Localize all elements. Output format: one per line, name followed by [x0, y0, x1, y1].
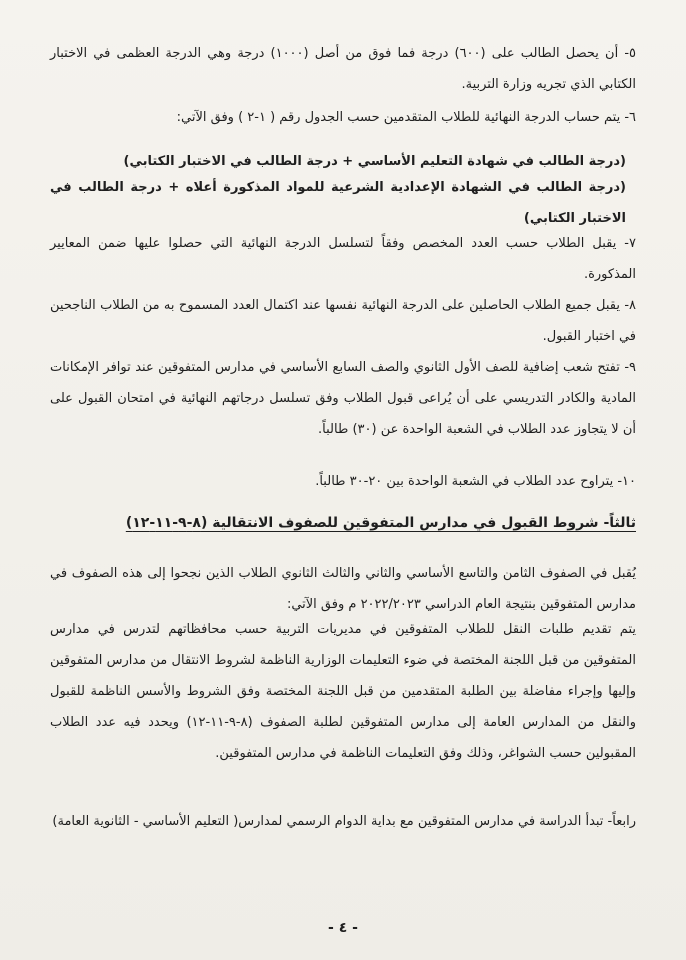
- condition-10: ١٠- يتراوح عدد الطلاب في الشعبة الواحدة بين ٢٠-٣٠ طالباً.: [315, 474, 636, 489]
- section-3-heading: ثالثاً- شروط القبول في مدارس المتفوقين للصفوف الانتقالية (٨-٩-١١-١٢): [125, 515, 636, 531]
- condition-9: ٩- تفتح شعب إضافية للصف الأول الثانوي والصف السابع الأساسي في مدارس المتفوقين عند توافر الإمكانات المادية والكادر التدريسي على أن يُراعى قبول الطلاب وفق تسلسل درجاتهم النهائية في امتحان القبول على أن لا يتجاوز عدد الطلاب في الشعبة الواحدة عن (٣٠) طالباً.: [50, 360, 636, 437]
- page-number: - ٤ -: [328, 920, 358, 936]
- condition-8: ٨- يقبل جميع الطلاب الحاصلين على الدرجة النهائية نفسها عند اكتمال العدد المسموح به من الطلاب الناجحين في اختبار القبول.: [50, 298, 636, 344]
- condition-6: ٦- يتم حساب الدرجة النهائية للطلاب المتقدمين حسب الجدول رقم ( ١-٢ ) وفق الآتي:: [176, 110, 636, 125]
- condition-7: ٧- يقبل الطلاب حسب العدد المخصص وفقاً لتسلسل الدرجة النهائية التي حصلوا عليها ضمن المعايير المذكورة.: [50, 236, 636, 282]
- formula-religious-certificate: (درجة الطالب في الشهادة الإعدادية الشرعية للمواد المذكورة أعلاه + درجة الطالب في الاختبار الكتابي): [50, 180, 626, 226]
- formula-basic-certificate: (درجة الطالب في شهادة التعليم الأساسي + درجة الطالب في الاختبار الكتابي): [123, 154, 626, 169]
- section-4-paragraph: [50, 806, 636, 837]
- section-3-intro: يُقبل في الصفوف الثامن والتاسع الأساسي والثاني والثالث الثانوي الطلاب الذين نجحوا إلى هذه الصفوف في مدارس المتفوقين بنتيجة العام الدراسي ٢٠٢٢/٢٠٢٣ م وفق الآتي:: [50, 566, 636, 612]
- section-3-transfer-paragraph: يتم تقديم طلبات النقل للطلاب المتفوقين في مديريات التربية حسب محافظاتهم لتدرس في مدارس المتفوقين من قبل اللجنة المختصة في ضوء التعليمات الوزارية الناظمة لشروط الانتقال من مدارس المتفوقين وإليها وإجراء مفاضلة بين الطلبة المتقدمين من قبل اللجنة المختصة وفق الشروط والأسس الناظمة للقبول والنقل من المدارس العامة إلى مدارس المتفوقين لطلبة الصفوف (٨-٩-١١-١٢) ويحدد فيه عدد الطلاب المقبولين حسب الشواغر، وذلك وفق التعليمات الناظمة في مدارس المتفوقين.: [50, 622, 637, 761]
- condition-5: ٥- أن يحصل الطالب على (٦٠٠) درجة فما فوق من أصل (١٠٠٠) درجة وهي الدرجة العظمى في الاختبار الكتابي الذي تجريه وزارة التربية.: [50, 46, 636, 92]
- section-4-text: رابعاً- تبدأ الدراسة في مدارس المتفوقين مع بداية الدوام الرسمي لمدارس( التعليم الأساسي - الثانوية العامة): [52, 814, 636, 829]
